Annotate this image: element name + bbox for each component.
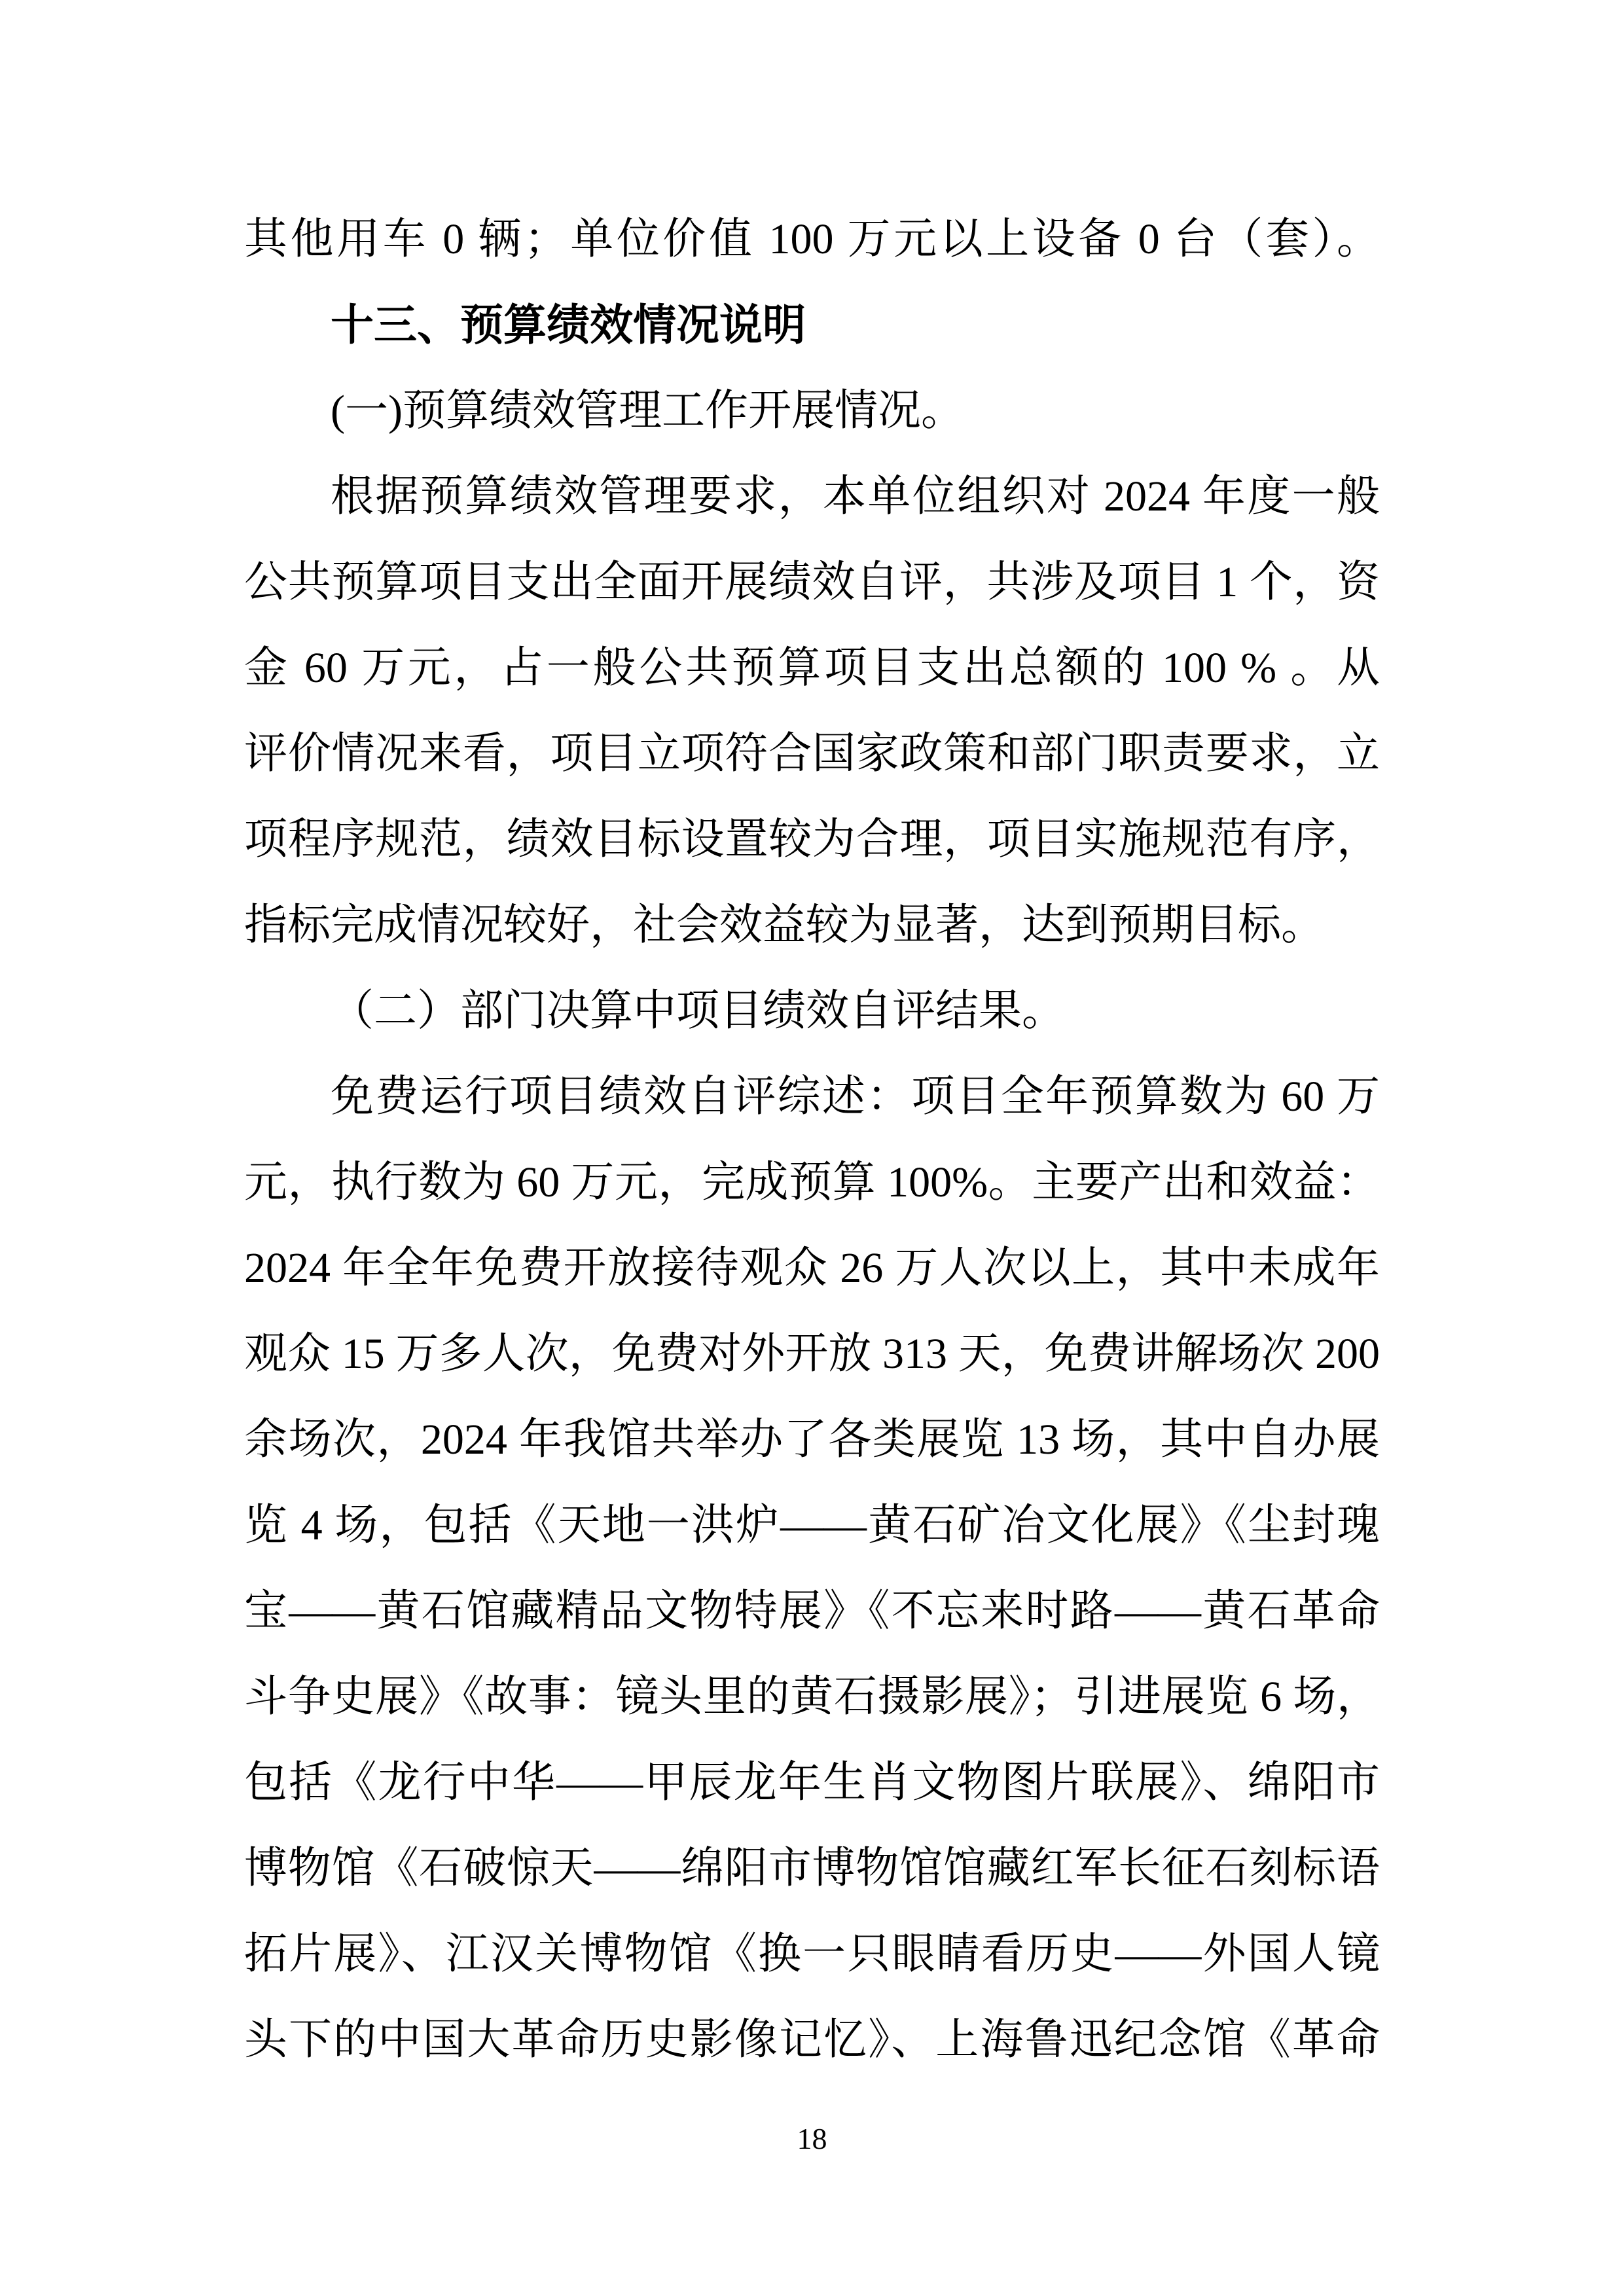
text-line: 公共预算项目支出全面开展绩效自评，共涉及项目 1 个，资: [244, 558, 1380, 606]
text-line: 包括《龙行中华——甲辰龙年生肖文物图片联展》、绵阳市: [244, 1759, 1380, 1806]
text-line: 拓片展》、江汉关博物馆《换一只眼睛看历史——外国人镜: [244, 1930, 1380, 1978]
text-line: (一)预算绩效管理工作开展情况。: [331, 387, 964, 435]
text-line: 其他用车 0 辆；单位价值 100 万元以上设备 0 台（套）。: [244, 215, 1380, 263]
text-line: 免费运行项目绩效自评综述：项目全年预算数为 60 万: [331, 1073, 1380, 1121]
text-line: 元，执行数为 60 万元，完成预算 100%。主要产出和效益：: [244, 1158, 1380, 1206]
text-line: 根据预算绩效管理要求，本单位组织对 2024 年度一般: [331, 473, 1380, 520]
section-heading: 十三、预算绩效情况说明: [331, 300, 806, 349]
text-line: 2024 年全年免费开放接待观众 26 万人次以上，其中未成年: [244, 1244, 1380, 1292]
text-line: 指标完成情况较好，社会效益较为显著，达到预期目标。: [244, 901, 1324, 949]
text-line: 斗争史展》《故事：镜头里的黄石摄影展》；引进展览 6 场，: [244, 1673, 1380, 1721]
text-line: 评价情况来看，项目立项符合国家政策和部门职责要求，立: [244, 730, 1380, 778]
page-number: 18: [797, 2122, 827, 2155]
text-line: 览 4 场，包括《天地一洪炉——黄石矿冶文化展》《尘封瑰: [244, 1501, 1380, 1549]
text-line: 金 60 万元，占一般公共预算项目支出总额的 100 % 。从: [244, 644, 1380, 692]
text-line: 余场次，2024 年我馆共举办了各类展览 13 场，其中自办展: [244, 1416, 1380, 1463]
text-line: 宝——黄石馆藏精品文物特展》《不忘来时路——黄石革命: [244, 1587, 1380, 1635]
text-line: 博物馆《石破惊天——绵阳市博物馆馆藏红军长征石刻标语: [244, 1844, 1380, 1892]
text-line: 观众 15 万多人次，免费对外开放 313 天，免费讲解场次 200: [244, 1330, 1380, 1378]
text-line: 头下的中国大革命历史影像记忆》、上海鲁迅纪念馆《革命: [244, 2016, 1380, 2064]
text-line: （二）部门决算中项目绩效自评结果。: [331, 987, 1065, 1035]
document-body: [244, 196, 1380, 2083]
text-line: 项程序规范，绩效目标设置较为合理，项目实施规范有序，: [244, 816, 1380, 863]
